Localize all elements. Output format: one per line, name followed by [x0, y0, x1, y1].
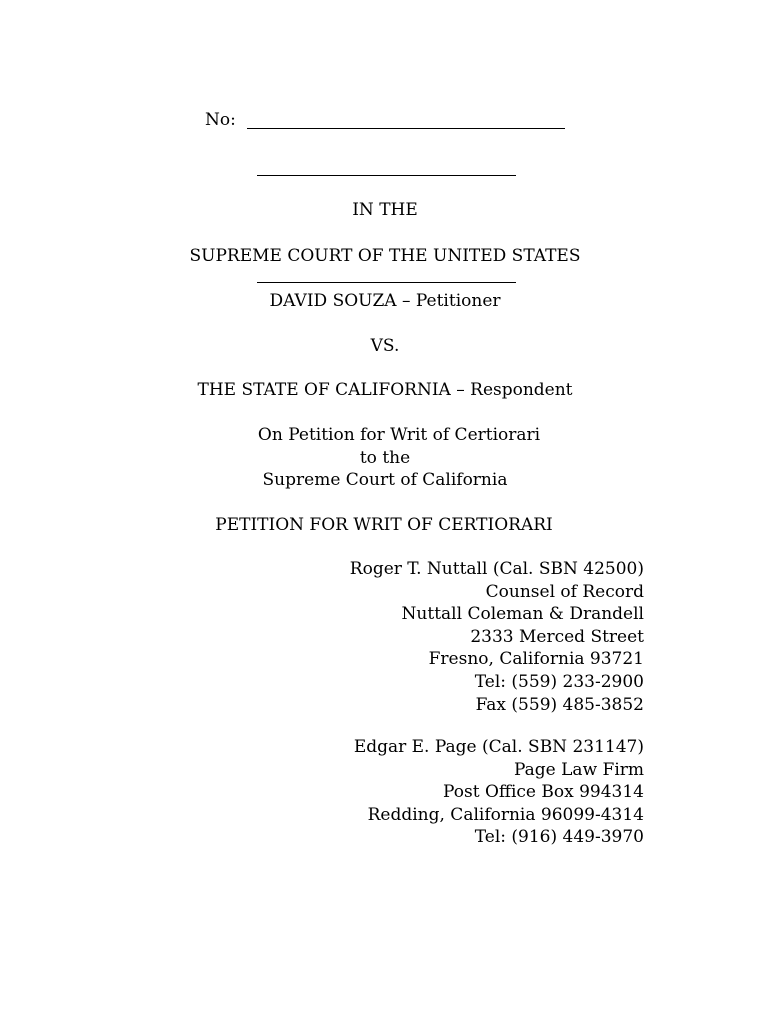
counsel-line: Fax (559) 485-3852	[475, 694, 644, 715]
respondent-line: THE STATE OF CALIFORNIA – Respondent	[197, 380, 573, 400]
counsel-line: Counsel of Record	[485, 581, 644, 602]
counsel-line: Fresno, California 93721	[428, 649, 644, 670]
docket-label: No:	[205, 110, 236, 130]
counsel-block-page	[354, 736, 644, 849]
counsel-line: Tel: (916) 449-3970	[474, 827, 644, 848]
document-title: PETITION FOR WRIT OF CERTIORARI	[215, 515, 553, 535]
counsel-line: 2333 Merced Street	[470, 626, 644, 647]
petitioner-line: DAVID SOUZA – Petitioner	[269, 291, 501, 311]
counsel-line: Post Office Box 994314	[443, 782, 644, 803]
counsel-block-nuttall	[350, 558, 644, 716]
counsel-line: Page Law Firm	[513, 759, 644, 780]
counsel-line: Redding, California 96099-4314	[367, 804, 644, 825]
docket-number-blank	[247, 128, 565, 129]
counsel-line: Roger T. Nuttall (Cal. SBN 42500)	[349, 559, 644, 579]
separator-rule-court	[257, 282, 516, 283]
petition-on-line-3: Supreme Court of California	[262, 470, 508, 490]
separator-rule-top	[257, 175, 516, 176]
counsel-line: Tel: (559) 233-2900	[474, 671, 644, 692]
court-name: SUPREME COURT OF THE UNITED STATES	[189, 246, 581, 266]
counsel-line: Nuttall Coleman & Drandell	[401, 604, 644, 625]
petition-on-line-2: to the	[359, 448, 411, 468]
counsel-line: Edgar E. Page (Cal. SBN 231147)	[353, 737, 644, 757]
versus-line: VS.	[370, 336, 400, 356]
in-the-heading: IN THE	[352, 200, 418, 220]
petition-on-line-1: On Petition for Writ of Certiorari	[257, 425, 541, 445]
